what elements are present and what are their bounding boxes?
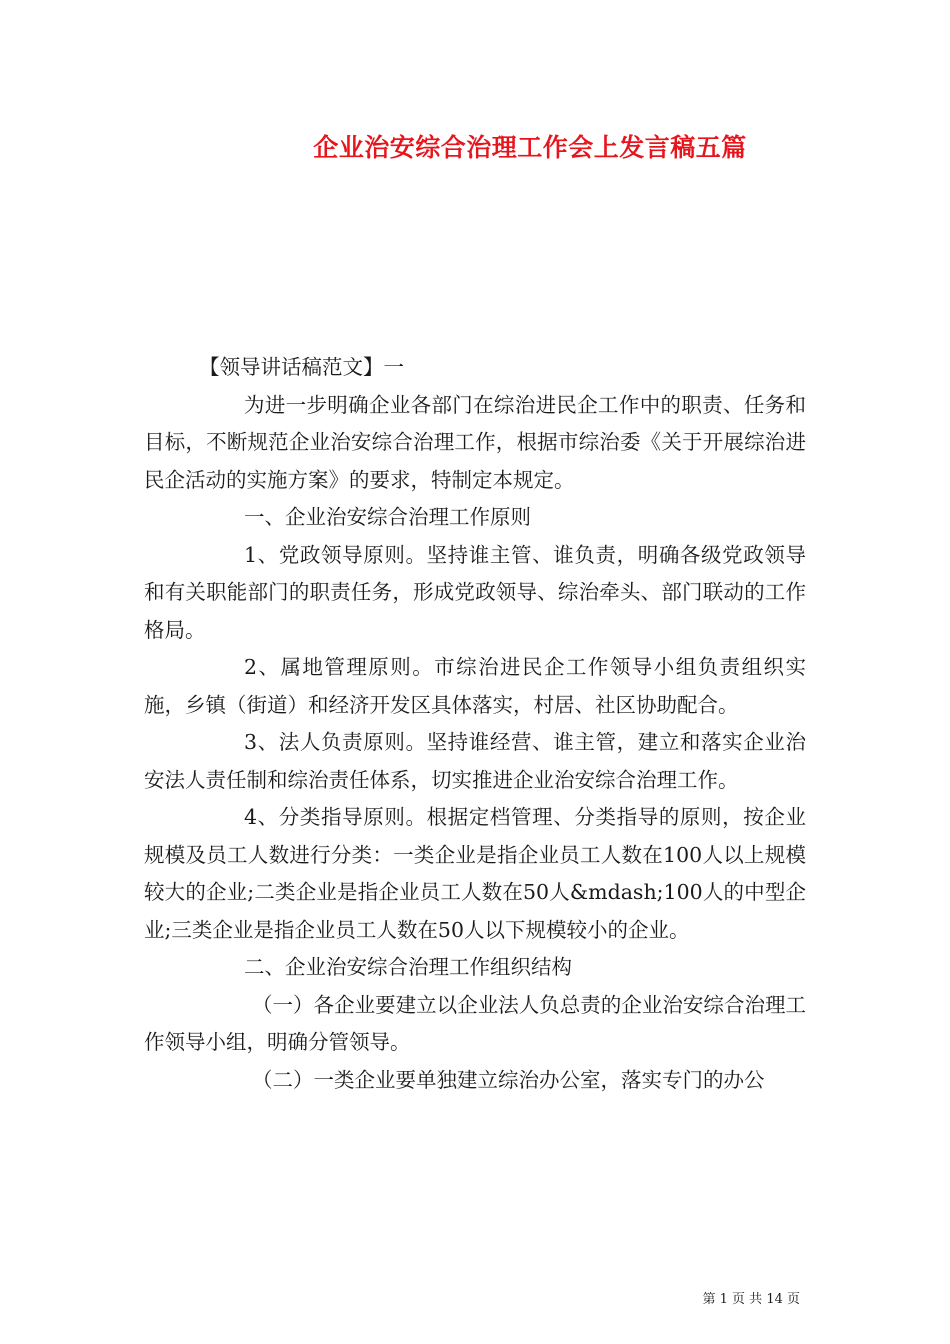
paragraph-purpose: 为进一步明确企业各部门在综治进民企工作中的职责、任务和目标，不断规范企业治安综合治理工作，根据市综治委《关于开展综治进民企活动的实施方案》的要求，特制定本规定。 <box>144 392 806 492</box>
paragraph-principle-4: 4、分类指导原则。根据定档管理、分类指导的原则，按企业规模及员工人数进行分类：一类企业是指企业员工人数在100人以上规模较大的企业;二类企业是指企业员工人数在50人&mdash;100人的中型企业;三类企业是指企业员工人数在50人以下规模较小的企业。 <box>144 805 806 942</box>
document-title: 企业治安综合治理工作会上发言稿五篇 <box>313 133 747 162</box>
paragraph-intro-label: 【领导讲话稿范文】一 <box>199 355 404 379</box>
paragraph-principle-2: 2、属地管理原则。市综治进民企工作领导小组负责组织实施，乡镇（街道）和经济开发区具体落实，村居、社区协助配合。 <box>144 655 806 717</box>
section-heading-principles: 一、企业治安综合治理工作原则 <box>244 505 531 529</box>
page-footer: 第 1 页 共 14 页 <box>702 1292 800 1307</box>
section-heading-structure: 二、企业治安综合治理工作组织结构 <box>244 955 572 979</box>
paragraph-structure-2: （二）一类企业要单独建立综治办公室，落实专门的办公 <box>252 1067 765 1092</box>
paragraph-structure-1: （一）各企业要建立以企业法人负总责的企业治安综合治理工作领导小组，明确分管领导。 <box>144 992 806 1054</box>
paragraph-principle-3: 3、法人负责原则。坚持谁经营、谁主管，建立和落实企业治安法人责任制和综治责任体系，切实推进企业治安综合治理工作。 <box>144 730 806 792</box>
paragraph-principle-1: 1、党政领导原则。坚持谁主管、谁负责，明确各级党政领导和有关职能部门的职责任务，形成党政领导、综治牵头、部门联动的工作格局。 <box>144 542 806 642</box>
document-body <box>144 349 806 1099</box>
